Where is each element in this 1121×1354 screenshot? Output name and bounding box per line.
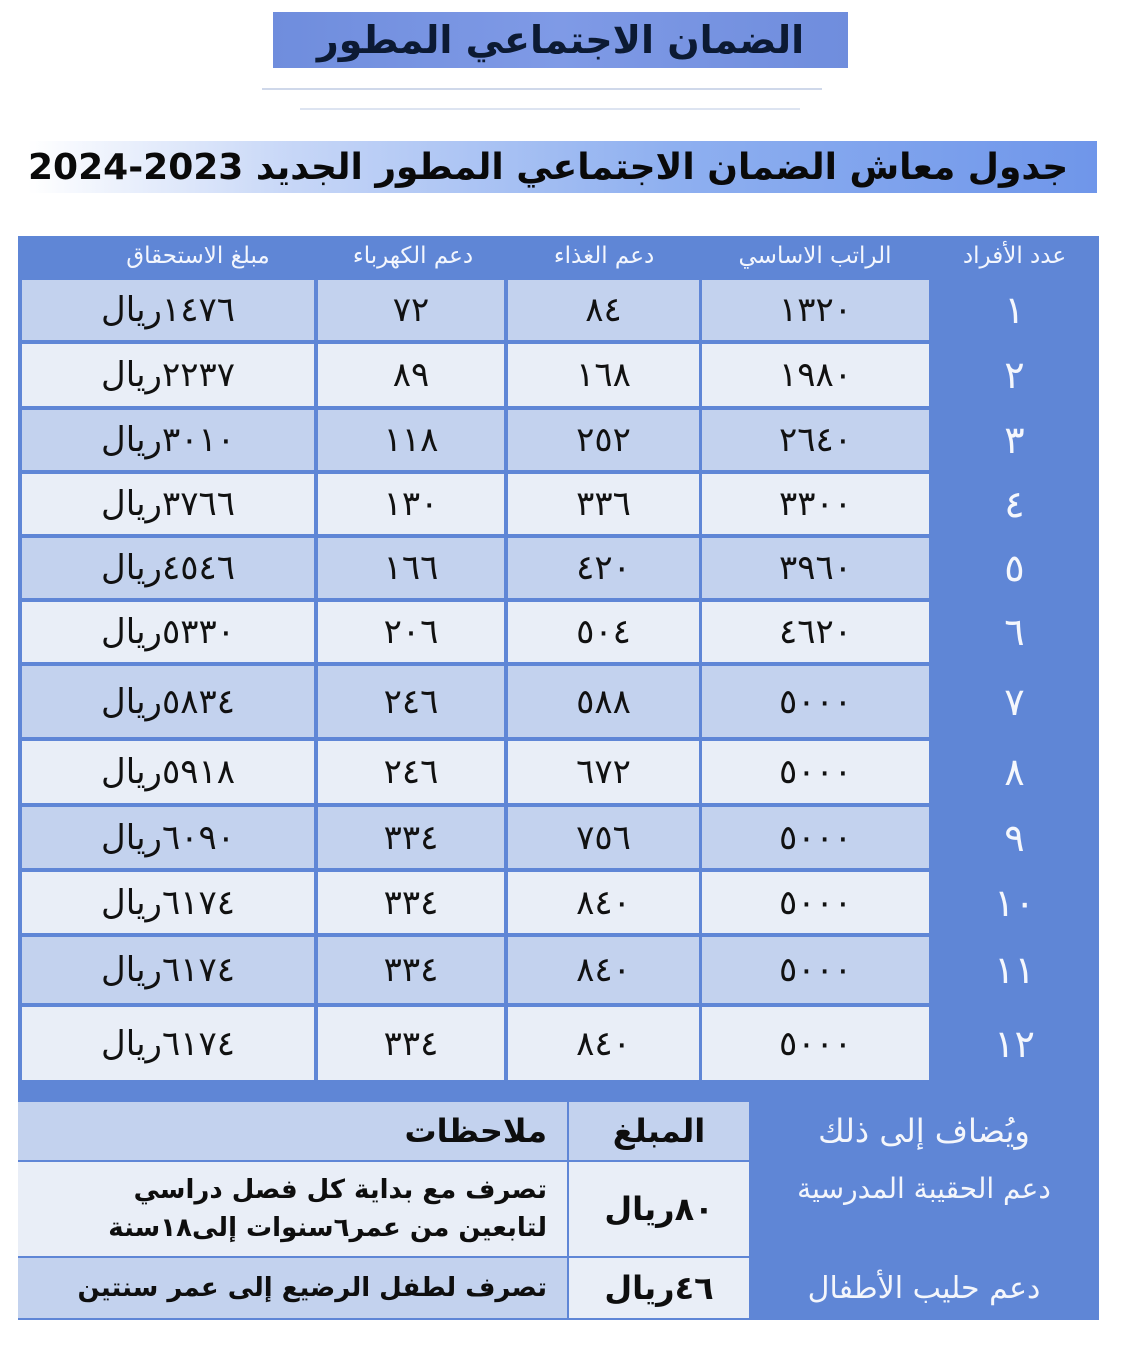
row-count-cell: ٨ [932, 741, 1097, 803]
row-count-cell: ٩ [932, 807, 1097, 868]
column-header-electricity-support: دعم الكهرباء [352, 243, 474, 269]
extras-header-amount [569, 1102, 749, 1160]
row-basic-salary-cell: ١٩٨٠ [702, 344, 929, 406]
row-electricity-support-cell: ٢٤٦ [318, 741, 504, 803]
row-basic-salary-cell: ٥٠٠٠ [702, 666, 929, 737]
row-electricity-support-cell: ١١٨ [318, 410, 504, 470]
extras-header-added-label: ويُضاف إلى ذلك [818, 1112, 1030, 1150]
row-entitlement-cell: ٦١٧٤ريال [22, 1007, 314, 1080]
row-entitlement-cell: ٢٢٣٧ريال [22, 344, 314, 406]
row-food-support-cell: ٣٣٦ [508, 474, 699, 534]
row-electricity-support-cell: ١٦٦ [318, 538, 504, 598]
decorative-line [262, 88, 822, 90]
row-basic-salary-cell: ٣٣٠٠ [702, 474, 929, 534]
extras-row-school-bag-name [751, 1162, 1097, 1256]
row-entitlement-cell: ١٤٧٦ريال [22, 280, 314, 340]
baby-milk-support-label: دعم حليب الأطفال [807, 1270, 1041, 1306]
row-count-cell: ٣ [932, 410, 1097, 470]
row-entitlement-cell: ٦٠٩٠ريال [22, 807, 314, 868]
table-row [18, 1007, 1099, 1080]
extras-row-baby-milk-notes [18, 1258, 567, 1318]
row-entitlement-cell: ٣٠١٠ريال [22, 410, 314, 470]
row-basic-salary-cell: ٥٠٠٠ [702, 872, 929, 933]
row-count-cell: ١ [932, 280, 1097, 340]
pension-table [18, 236, 1099, 1098]
row-electricity-support-cell: ٣٣٤ [318, 937, 504, 1003]
row-basic-salary-cell: ٤٦٢٠ [702, 602, 929, 662]
row-count-cell: ٧ [932, 666, 1097, 737]
row-entitlement-cell: ٤٥٤٦ريال [22, 538, 314, 598]
row-food-support-cell: ٥٠٤ [508, 602, 699, 662]
row-electricity-support-cell: ٧٢ [318, 280, 504, 340]
column-header-entitlement-amount: مبلغ الاستحقاق [126, 243, 270, 269]
extras-row-school-bag-notes [18, 1162, 567, 1256]
row-electricity-support-cell: ١٣٠ [318, 474, 504, 534]
table-subtitle: جدول معاش الضمان الاجتماعي المطور الجديد 2023-2024 [28, 141, 1097, 193]
table-row [18, 937, 1099, 1003]
table-row [18, 872, 1099, 933]
row-food-support-cell: ٦٧٢ [508, 741, 699, 803]
school-bag-note-line-2: لتابعين من عمر٦سنوات إلى١٨سنة [108, 1213, 547, 1243]
row-entitlement-cell: ٥٩١٨ريال [22, 741, 314, 803]
row-basic-salary-cell: ٥٠٠٠ [702, 937, 929, 1003]
row-basic-salary-cell: ٣٩٦٠ [702, 538, 929, 598]
column-header-basic-salary: الراتب الاساسي [738, 243, 892, 269]
baby-milk-note: تصرف لطفل الرضيع إلى عمر سنتين [77, 1273, 547, 1303]
school-bag-amount: ٨٠ريال [604, 1190, 714, 1228]
page-title: الضمان الاجتماعي المطور [273, 12, 848, 68]
table-row [18, 474, 1099, 534]
row-count-cell: ٦ [932, 602, 1097, 662]
row-basic-salary-cell: ٥٠٠٠ [702, 807, 929, 868]
row-count-cell: ٢ [932, 344, 1097, 406]
extras-row-school-bag-amount [569, 1162, 749, 1256]
row-food-support-cell: ٨٤ [508, 280, 699, 340]
row-electricity-support-cell: ٣٣٤ [318, 872, 504, 933]
column-header-count: عدد الأفراد [962, 243, 1067, 269]
extras-row-baby-milk-name [751, 1258, 1097, 1318]
row-count-cell: ١٠ [932, 872, 1097, 933]
row-electricity-support-cell: ٢٠٦ [318, 602, 504, 662]
baby-milk-amount: ٤٦ريال [604, 1269, 714, 1307]
table-row [18, 807, 1099, 868]
row-food-support-cell: ٨٤٠ [508, 937, 699, 1003]
extras-header-notes-label: ملاحظات [404, 1112, 547, 1150]
row-basic-salary-cell: ٥٠٠٠ [702, 1007, 929, 1080]
row-food-support-cell: ٧٥٦ [508, 807, 699, 868]
row-entitlement-cell: ٦١٧٤ريال [22, 872, 314, 933]
extras-header-amount-label: المبلغ [612, 1112, 706, 1150]
extras-header-notes [18, 1102, 567, 1160]
table-row [18, 410, 1099, 470]
row-count-cell: ١٢ [932, 1007, 1097, 1080]
row-entitlement-cell: ٦١٧٤ريال [22, 937, 314, 1003]
row-food-support-cell: ٤٢٠ [508, 538, 699, 598]
table-row [18, 538, 1099, 598]
row-food-support-cell: ٨٤٠ [508, 1007, 699, 1080]
row-electricity-support-cell: ٢٤٦ [318, 666, 504, 737]
row-food-support-cell: ٨٤٠ [508, 872, 699, 933]
decorative-line [300, 108, 800, 110]
extras-row-baby-milk-amount [569, 1258, 749, 1318]
row-food-support-cell: ٥٨٨ [508, 666, 699, 737]
extras-table [18, 1098, 1099, 1320]
row-electricity-support-cell: ٨٩ [318, 344, 504, 406]
row-count-cell: ٤ [932, 474, 1097, 534]
row-basic-salary-cell: ٥٠٠٠ [702, 741, 929, 803]
row-entitlement-cell: ٥٣٣٠ريال [22, 602, 314, 662]
table-row [18, 344, 1099, 406]
row-food-support-cell: ٢٥٢ [508, 410, 699, 470]
table-row [18, 280, 1099, 340]
row-count-cell: ١١ [932, 937, 1097, 1003]
row-electricity-support-cell: ٣٣٤ [318, 807, 504, 868]
row-food-support-cell: ١٦٨ [508, 344, 699, 406]
school-bag-support-label: دعم الحقيبة المدرسية [797, 1172, 1051, 1205]
column-header-food-support: دعم الغذاء [553, 243, 655, 269]
school-bag-note-line-1: تصرف مع بداية كل فصل دراسي [133, 1175, 547, 1205]
row-entitlement-cell: ٣٧٦٦ريال [22, 474, 314, 534]
table-row [18, 666, 1099, 737]
row-electricity-support-cell: ٣٣٤ [318, 1007, 504, 1080]
row-basic-salary-cell: ٢٦٤٠ [702, 410, 929, 470]
table-row [18, 741, 1099, 803]
row-basic-salary-cell: ١٣٢٠ [702, 280, 929, 340]
table-row [18, 602, 1099, 662]
row-entitlement-cell: ٥٨٣٤ريال [22, 666, 314, 737]
row-count-cell: ٥ [932, 538, 1097, 598]
extras-header-added [751, 1102, 1097, 1160]
